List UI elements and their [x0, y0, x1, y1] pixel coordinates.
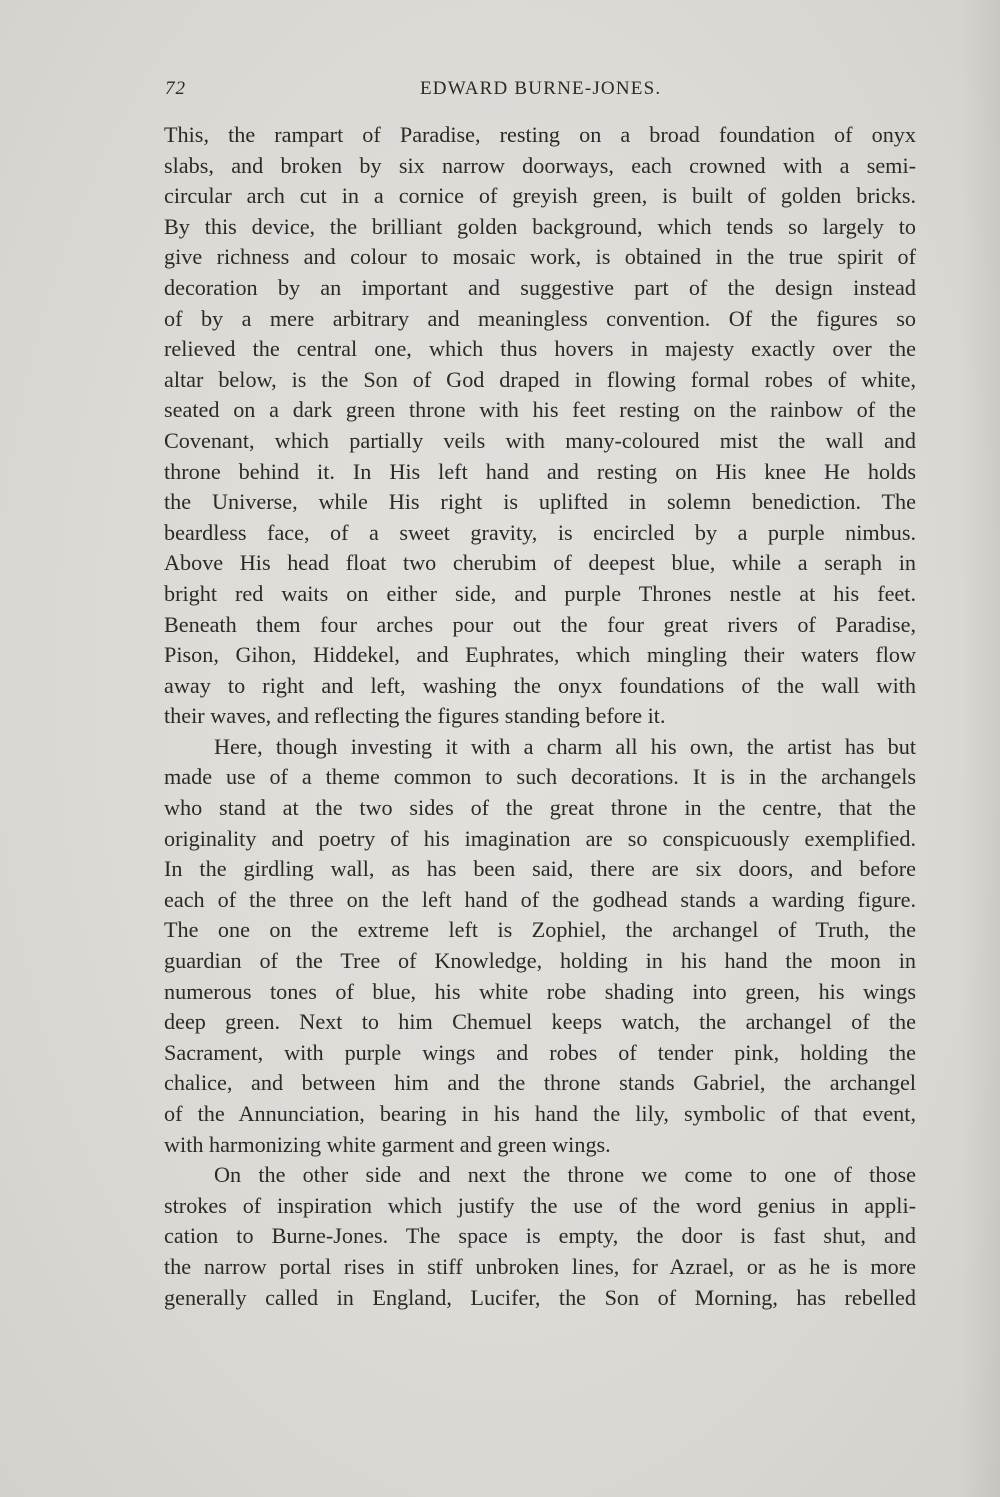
page-number: 72	[165, 78, 186, 99]
text-line: decoration by an important and suggestive part of the design instead	[164, 274, 916, 300]
text-line: guardian of the Tree of Knowledge, holding in his hand the moon in	[164, 948, 916, 974]
text-line: the narrow portal rises in stiff unbroken lines, for Azrael, or as he is more	[164, 1253, 916, 1279]
text-line: The one on the extreme left is Zophiel, the archangel of Truth, the	[164, 917, 916, 943]
text-line: generally called in England, Lucifer, the Son of Morning, has rebelled	[164, 1284, 916, 1310]
page-edge-shadow	[960, 0, 1000, 1497]
text-line: chalice, and between him and the throne stands Gabriel, the archangel	[164, 1070, 916, 1096]
text-line: seated on a dark green throne with his feet resting on the rainbow of the	[164, 397, 916, 423]
text-line: altar below, is the Son of God draped in flowing formal robes of white,	[164, 366, 916, 392]
text-line: who stand at the two sides of the great throne in the centre, that the	[164, 795, 916, 821]
text-line: In the girdling wall, as has been said, there are six doors, and before	[164, 856, 916, 882]
text-line: beardless face, of a sweet gravity, is encircled by a purple nimbus.	[164, 519, 916, 545]
text-line: Above His head float two cherubim of deepest blue, while a seraph in	[164, 550, 916, 576]
text-line: Pison, Gihon, Hiddekel, and Euphrates, which mingling their waters flow	[164, 642, 916, 668]
text-line: away to right and left, washing the onyx foundations of the wall with	[164, 672, 916, 698]
text-line: throne behind it. In His left hand and resting on His knee He holds	[164, 458, 916, 484]
paragraph-start-line: Here, though investing it with a charm all his own, the artist has but	[214, 733, 916, 759]
page-header	[165, 78, 915, 108]
text-line: slabs, and broken by six narrow doorways, each crowned with a semi-	[164, 152, 916, 178]
text-line: cation to Burne-Jones. The space is empty, the door is fast shut, and	[164, 1223, 916, 1249]
text-line: made use of a theme common to such decorations. It is in the archangels	[164, 764, 916, 790]
text-line: strokes of inspiration which justify the use of the word genius in appli-	[164, 1192, 916, 1218]
text-line: Beneath them four arches pour out the four great rivers of Paradise,	[164, 611, 916, 637]
text-line: bright red waits on either side, and purple Thrones nestle at his feet.	[164, 580, 916, 606]
text-line: deep green. Next to him Chemuel keeps watch, the archangel of the	[164, 1009, 916, 1035]
paragraph-start-line: On the other side and next the throne we come to one of those	[214, 1162, 916, 1188]
paragraph-end-line: with harmonizing white garment and green wings.	[164, 1131, 611, 1157]
text-line: By this device, the brilliant golden background, which tends so largely to	[164, 213, 916, 239]
text-line: originality and poetry of his imagination are so conspicuously exemplified.	[164, 825, 916, 851]
text-line: Sacrament, with purple wings and robes of tender pink, holding the	[164, 1039, 916, 1065]
text-line: numerous tones of blue, his white robe shading into green, his wings	[164, 978, 916, 1004]
text-line: give richness and colour to mosaic work, is obtained in the true spirit of	[164, 244, 916, 270]
text-line: of by a mere arbitrary and meaningless convention. Of the figures so	[164, 305, 916, 331]
text-line: the Universe, while His right is uplifted in solemn benediction. The	[164, 489, 916, 515]
running-head: EDWARD BURNE-JONES.	[420, 78, 662, 99]
text-line: This, the rampart of Paradise, resting on a broad foundation of onyx	[164, 122, 916, 147]
body-text	[164, 120, 916, 1313]
text-line: each of the three on the left hand of the godhead stands a warding figure.	[164, 886, 916, 912]
text-line: relieved the central one, which thus hovers in majesty exactly over the	[164, 336, 916, 362]
text-line: Covenant, which partially veils with many-coloured mist the wall and	[164, 427, 916, 453]
text-line: circular arch cut in a cornice of greyish green, is built of golden bricks.	[164, 183, 916, 209]
text-line: of the Annunciation, bearing in his hand the lily, symbolic of that event,	[164, 1101, 916, 1126]
paragraph-end-line: their waves, and reflecting the figures standing before it.	[164, 703, 666, 729]
